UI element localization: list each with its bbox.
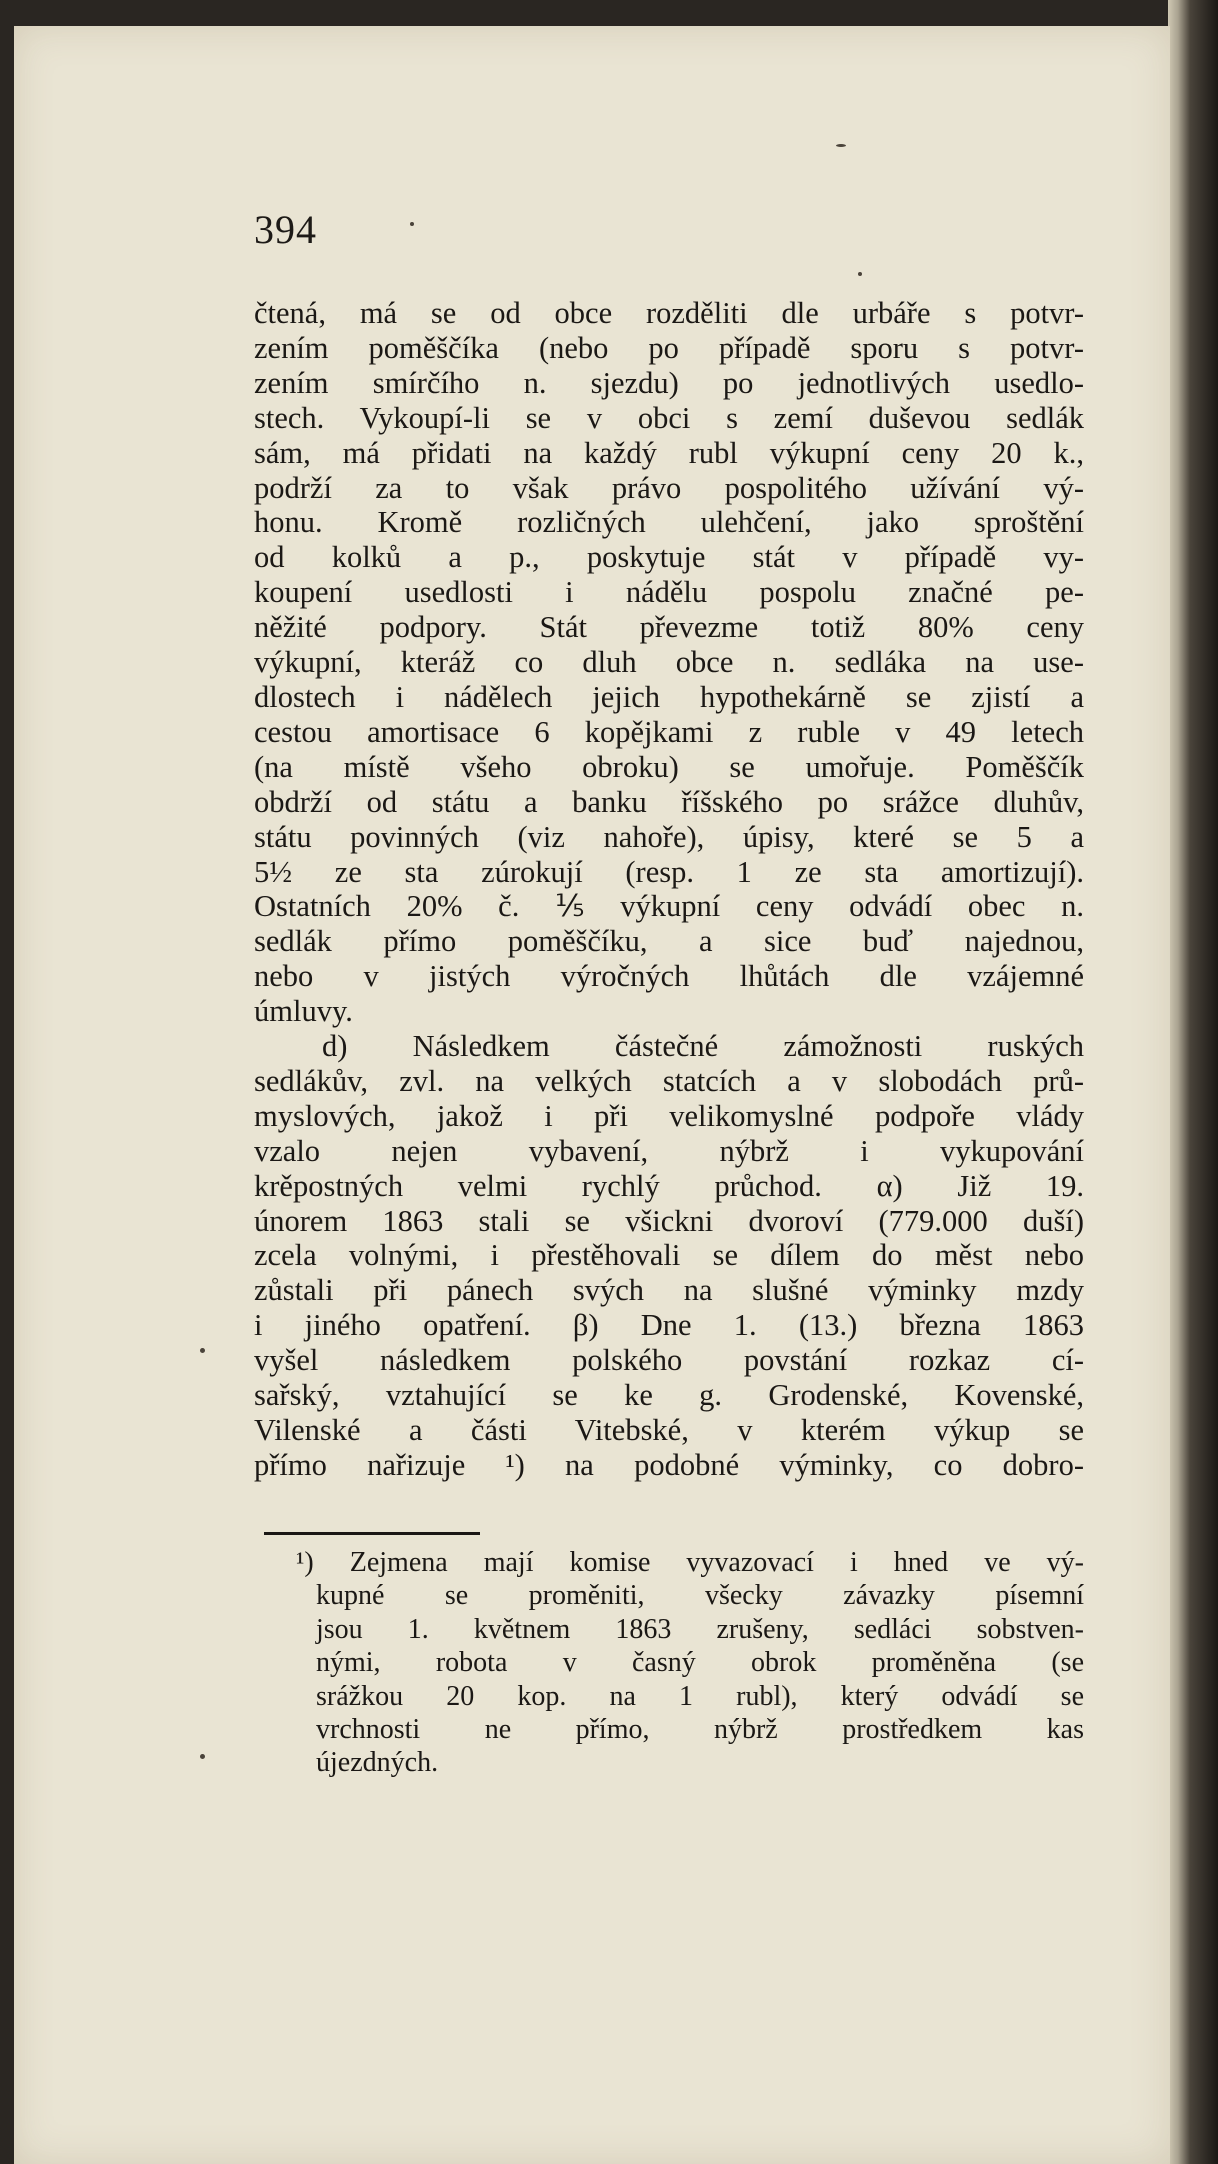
body-line: vzalo nejen vybavení, nýbrž i vykupování	[254, 1133, 1084, 1168]
body-line: únorem 1863 stali se všickni dvoroví (779.000 duší)	[254, 1203, 1084, 1238]
paper-speck	[200, 1754, 205, 1759]
body-line: i jiného opatření. β) Dne 1. (13.) března 1863	[254, 1308, 1084, 1343]
body-line: zením smírčího n. sjezdu) po jednotlivých usedlo-	[254, 365, 1084, 400]
body-line: sařský, vztahující se ke g. Grodenské, Kovenské,	[254, 1378, 1084, 1413]
body-line: 5½ ze sta zúrokují (resp. 1 ze sta amortizují).	[254, 854, 1084, 889]
footnote	[254, 1546, 1084, 1780]
body-line: koupení usedlosti i nádělu pospolu značné pe-	[254, 575, 1084, 610]
footnote-line: kupné se proměniti, všecky závazky písemní	[316, 1580, 1084, 1612]
footnote-line: jsou 1. květnem 1863 zrušeny, sedláci sobstven-	[316, 1613, 1084, 1645]
body-line: úmluvy.	[254, 994, 353, 1029]
body-line: d) Následkem částečné zámožnosti ruských	[322, 1029, 1084, 1064]
body-line: nebo v jistých výročných lhůtách dle vzájemné	[254, 959, 1084, 994]
body-line: zením poměščíka (nebo po případě sporu s potvr-	[254, 330, 1084, 365]
body-line: cestou amortisace 6 kopějkami z ruble v 49 letech	[254, 714, 1084, 749]
body-line: sedlákův, zvl. na velkých statcích a v slobodách prů-	[254, 1063, 1084, 1098]
body-line: přímo nařizuje ¹) na podobné výminky, co dobro-	[254, 1447, 1084, 1482]
body-line: od kolků a p., poskytuje stát v případě vy-	[254, 540, 1084, 575]
paper-speck	[410, 222, 414, 226]
paper-speck	[200, 1348, 205, 1353]
body-line: státu povinných (viz nahoře), úpisy, které se 5 a	[254, 819, 1084, 854]
footnote-line: újezdných.	[316, 1747, 439, 1779]
body-line: zůstali při pánech svých na slušné výminky mzdy	[254, 1273, 1084, 1308]
body-line: (na místě všeho obroku) se umořuje. Poměščík	[254, 749, 1084, 784]
body-line: podrží za to však právo pospolitého užívání vý-	[254, 470, 1084, 505]
body-line: stech. Vykoupí-li se v obci s zemí duševou sedlák	[254, 400, 1084, 435]
body-line: něžité podpory. Stát převezme totiž 80% ceny	[254, 610, 1084, 645]
paper-speck	[858, 272, 862, 276]
footnote-line: srážkou 20 kop. na 1 rubl), který odvádí se	[316, 1680, 1084, 1712]
body-line: sedlák přímo poměščíku, a sice buď najednou,	[254, 924, 1084, 959]
footnote-line: vrchnosti ne přímo, nýbrž prostředkem kas	[316, 1714, 1084, 1746]
body-line: Vilenské a části Vitebské, v kterém výkup se	[254, 1413, 1084, 1447]
page-number: 394	[254, 207, 317, 252]
paper-speck	[836, 144, 846, 147]
body-line: sám, má přidati na každý rubl výkupní ceny 20 k.,	[254, 435, 1084, 470]
book-binding-edge	[1168, 0, 1218, 2164]
body-line: honu. Kromě rozličných ulehčení, jako sproštění	[254, 505, 1084, 540]
body-line: čtená, má se od obce rozděliti dle urbáře s potvr-	[254, 296, 1084, 330]
body-line: krěpostných velmi rychlý průchod. α) Již 19.	[254, 1168, 1084, 1203]
footnote-line: ¹) Zejmena mají komise vyvazovací i hned ve vý-	[296, 1547, 1084, 1578]
body-line: myslových, jakož i při velikomyslné podpoře vlády	[254, 1098, 1084, 1133]
body-text	[254, 296, 1084, 1483]
footnote-line: nými, robota v časný obrok proměněna (se	[316, 1647, 1084, 1679]
body-line: vyšel následkem polského povstání rozkaz cí-	[254, 1343, 1084, 1378]
body-line: Ostatních 20% č. ⅕ výkupní ceny odvádí obec n.	[254, 889, 1084, 924]
body-line: zcela volnými, i přestěhovali se dílem do měst nebo	[254, 1238, 1084, 1273]
footnote-separator	[264, 1532, 480, 1535]
body-line: obdrží od státu a banku říšského po srážce dluhův,	[254, 784, 1084, 819]
body-line: dlostech i nádělech jejich hypothekárně se zjistí a	[254, 679, 1084, 714]
body-line: výkupní, kteráž co dluh obce n. sedláka na use-	[254, 645, 1084, 680]
